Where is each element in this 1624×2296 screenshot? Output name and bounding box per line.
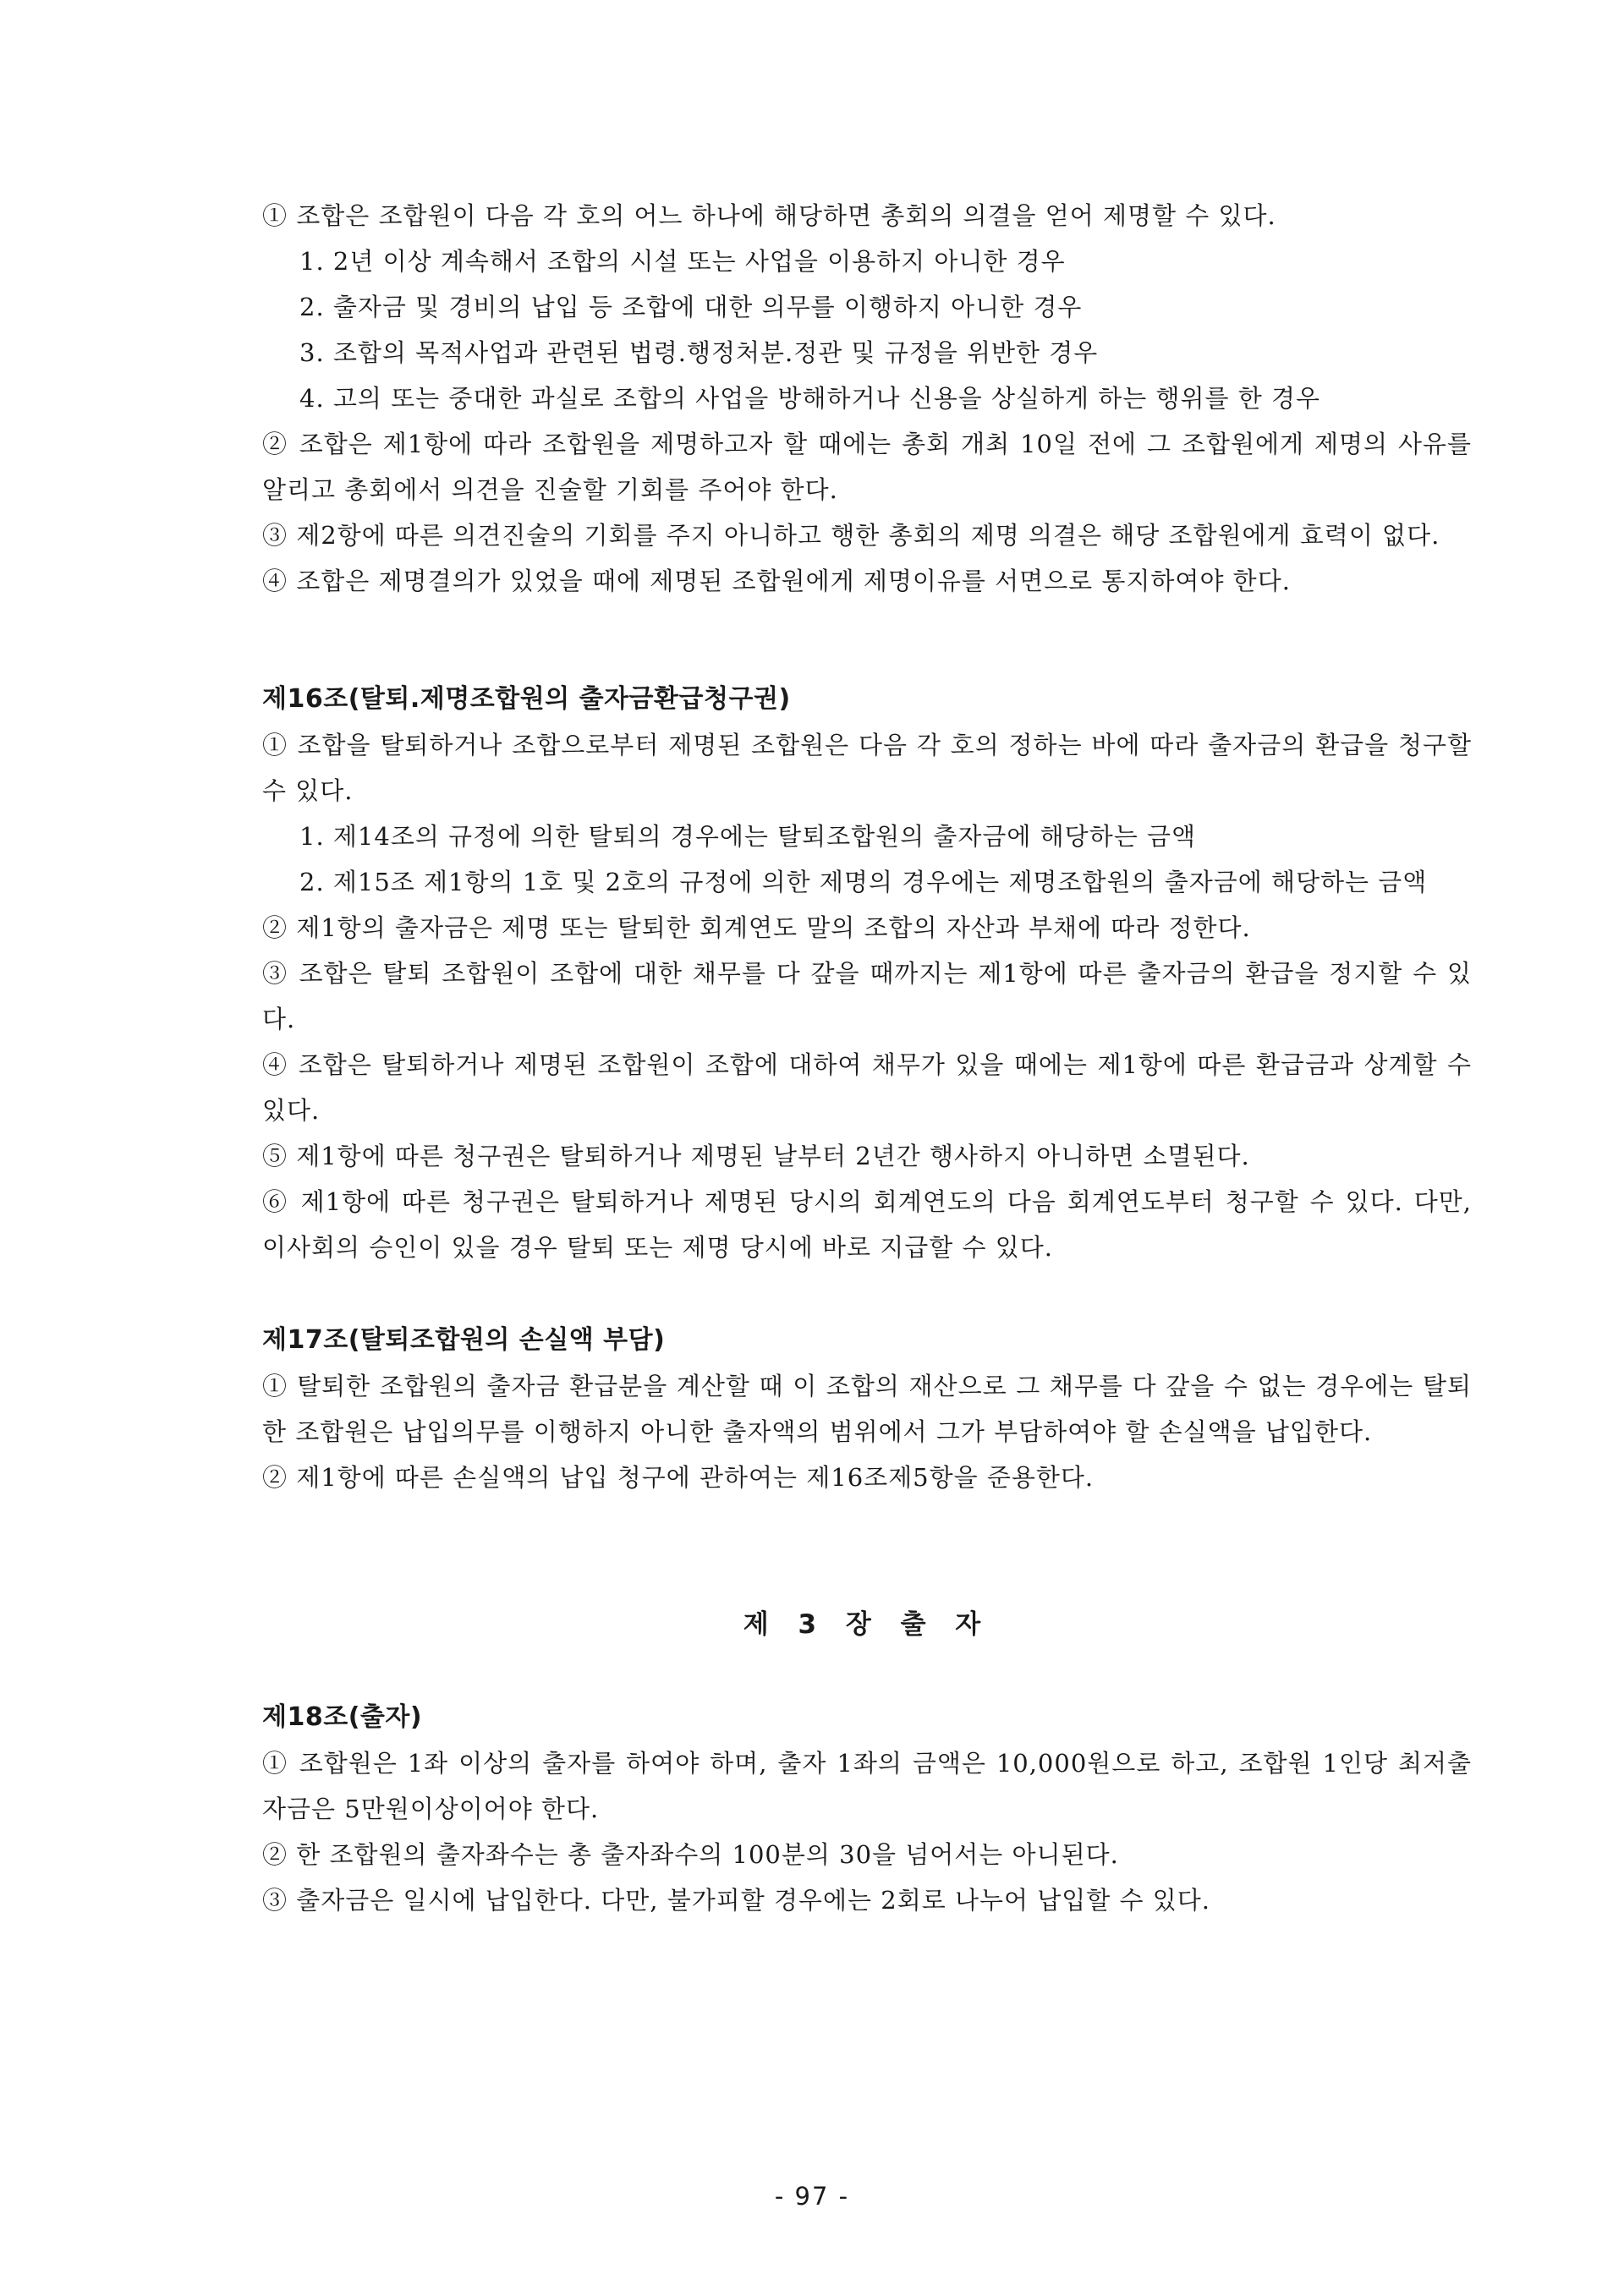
art16-item-2: 2. 제15조 제1항의 1호 및 2호의 규정에 의한 제명의 경우에는 제명조합원의 출자금에 해당하는 금액 bbox=[299, 868, 1428, 896]
art16-para-2: ② 제1항의 출자금은 제명 또는 탈퇴한 회계연도 말의 조합의 자산과 부채에 따라 정한다. bbox=[262, 913, 1251, 942]
art16-para-3: ③ 조합은 탈퇴 조합원이 조합에 대한 채무를 다 갚을 때까지는 제1항에 따른 출자금의 환급을 정지할 수 있다. bbox=[262, 959, 1472, 1033]
art18-para-1: ① 조합원은 1좌 이상의 출자를 하여야 하며, 출자 1좌의 금액은 10,000원으로 하고, 조합원 1인당 최저출자금은 5만원이상이어야 한다. bbox=[262, 1749, 1472, 1823]
art17-para-2: ② 제1항에 따른 손실액의 납입 청구에 관하여는 제16조제5항을 준용한다. bbox=[262, 1463, 1095, 1492]
art17-para-1: ① 탈퇴한 조합원의 출자금 환급분을 계산할 때 이 조합의 재산으로 그 채무를 다 갚을 수 없는 경우에는 탈퇴한 조합원은 납입의무를 이행하지 아니한 출자액의 범위에서 그가 부담하여야 할 손실액을 납입한다. bbox=[262, 1372, 1472, 1446]
art18-title: 제18조(출자) bbox=[262, 1702, 423, 1732]
art16-para-5: ⑤ 제1항에 따른 청구권은 탈퇴하거나 제명된 날부터 2년간 행사하지 아니하면 소멸된다. bbox=[262, 1142, 1250, 1170]
section-spacer bbox=[262, 1270, 1472, 1318]
art15-item-3: 3. 조합의 목적사업과 관련된 법령.행정처분.정관 및 규정을 위반한 경우 bbox=[299, 338, 1099, 367]
art15-item-2: 2. 출자금 및 경비의 납입 등 조합에 대한 의무를 이행하지 아니한 경우 bbox=[299, 293, 1083, 321]
art16-title: 제16조(탈퇴.제명조합원의 출자금환급청구권) bbox=[262, 684, 791, 714]
art15-item-4: 4. 고의 또는 중대한 과실로 조합의 사업을 방해하거나 신용을 상실하게 하는 행위를 한 경우 bbox=[299, 384, 1321, 413]
art18-para-3: ③ 출자금은 일시에 납입한다. 다만, 불가피할 경우에는 2회로 나누어 납입할 수 있다. bbox=[262, 1886, 1210, 1915]
page-content bbox=[262, 193, 1472, 1923]
chapter-heading: 제 3 장 출 자 bbox=[743, 1609, 991, 1640]
art16-item-1: 1. 제14조의 규정에 의한 탈퇴의 경우에는 탈퇴조합원의 출자금에 해당하는 금액 bbox=[299, 822, 1196, 851]
art15-para-3: ③ 제2항에 따른 의견진술의 기회를 주지 아니하고 행한 총회의 제명 의결은 해당 조합원에게 효력이 없다. bbox=[262, 521, 1440, 550]
art18-para-2: ② 한 조합원의 출자좌수는 총 출자좌수의 100분의 30을 넘어서는 아니된다. bbox=[262, 1840, 1119, 1869]
art16-para-4: ④ 조합은 탈퇴하거나 제명된 조합원이 조합에 대하여 채무가 있을 때에는 제1항에 따른 환급금과 상계할 수 있다. bbox=[262, 1050, 1472, 1125]
page-number: - 97 - bbox=[774, 2182, 850, 2211]
section-spacer bbox=[262, 1647, 1472, 1695]
section-spacer bbox=[262, 1500, 1472, 1602]
art17-title: 제17조(탈퇴조합원의 손실액 부담) bbox=[262, 1325, 666, 1355]
art15-para-4: ④ 조합은 제명결의가 있었을 때에 제명된 조합원에게 제명이유를 서면으로 통지하여야 한다. bbox=[262, 567, 1291, 595]
art15-item-1: 1. 2년 이상 계속해서 조합의 시설 또는 사업을 이용하지 아니한 경우 bbox=[299, 247, 1066, 276]
art15-para-1: ① 조합은 조합원이 다음 각 호의 어느 하나에 해당하면 총회의 의결을 얻어 제명할 수 있다. bbox=[262, 201, 1276, 230]
art15-para-2: ② 조합은 제1항에 따라 조합원을 제명하고자 할 때에는 총회 개최 10일 전에 그 조합원에게 제명의 사유를 알리고 총회에서 의견을 진술할 기회를 주어야 한다. bbox=[262, 430, 1472, 504]
art16-para-1: ① 조합을 탈퇴하거나 조합으로부터 제명된 조합원은 다음 각 호의 정하는 바에 따라 출자금의 환급을 청구할 수 있다. bbox=[262, 731, 1472, 805]
art16-para-6: ⑥ 제1항에 따른 청구권은 탈퇴하거나 제명된 당시의 회계연도의 다음 회계연도부터 청구할 수 있다. 다만, 이사회의 승인이 있을 경우 탈퇴 또는 제명 당시에 바로 지급할 수 있다. bbox=[262, 1187, 1472, 1262]
section-spacer bbox=[262, 604, 1472, 677]
